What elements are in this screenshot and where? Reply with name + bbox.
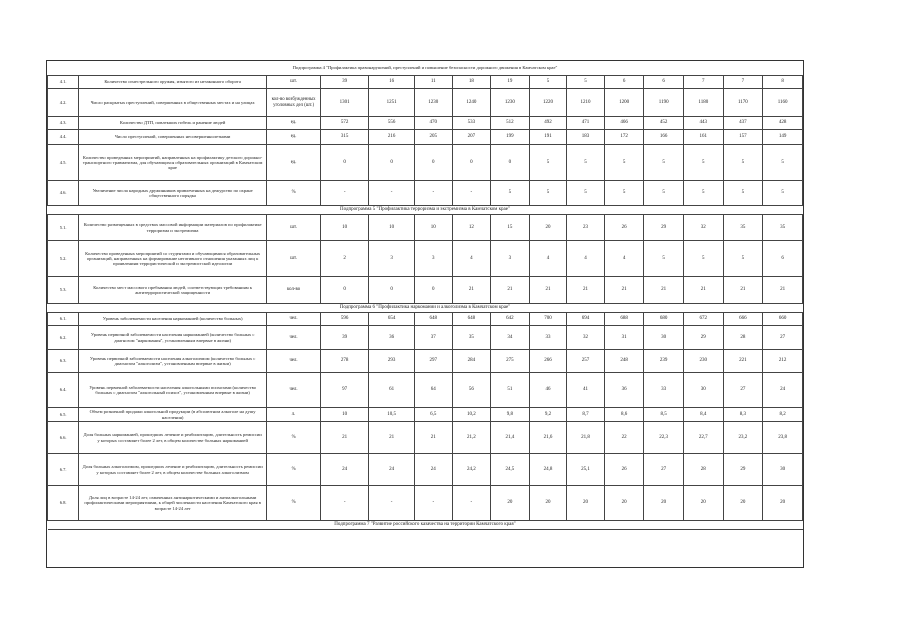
table-row [48,350,803,373]
indicator-value: - [321,486,369,521]
indicator-value: 9,2 [529,408,567,422]
indicator-value: - [415,181,453,206]
indicator-value: 694 [567,313,605,326]
indicator-value: 31 [604,326,644,350]
indicator-value: 5 [567,181,605,206]
indicator-value: 470 [415,117,453,130]
indicator-unit: чел. [266,350,320,373]
table-row [48,76,803,89]
indicator-value: 21,4 [491,422,530,454]
indicator-value: 41 [567,373,605,408]
indicator-value: 2 [321,241,369,277]
table-row [48,454,803,486]
indicator-value: 21,6 [529,422,567,454]
indicator-value: 20 [529,486,567,521]
indicator-name: Количество проведенных мероприятий со студентами и обучающимися образовательных организаций, направленных на формирование негативного отношения указанных лиц к проявлениям террористической и экстремистской идеологии [79,241,267,277]
indicator-value: 19 [491,76,530,89]
indicator-value: 37 [415,326,453,350]
indicator-index: 4.1. [48,76,79,89]
indicator-value: 3 [369,241,415,277]
indicator-unit: кол-во возбужденных уголовных дел (шт.) [266,89,320,117]
indicator-name: Число раскрытых преступлений, совершенных в общественных местах и на улицах [79,89,267,117]
indicator-value: 1200 [604,89,644,117]
indicator-value: 5 [723,181,763,206]
indicator-value: 275 [491,350,530,373]
indicator-value: 30 [763,454,803,486]
indicator-name: Уровень первичной заболеваемости населения алкоголизмом (количество больных с диагнозом "алкоголизм", установленным впервые в жизни) [79,350,267,373]
indicator-index: 6.5. [48,408,79,422]
indicator-value: 239 [644,350,684,373]
indicator-value: 20 [644,486,684,521]
indicator-value: 20 [491,486,530,521]
indicator-value: 556 [369,117,415,130]
indicator-value: 21 [321,422,369,454]
indicator-value: 5 [644,241,684,277]
indicator-value: 0 [491,145,530,181]
indicator-value: - [415,486,453,521]
indicator-value: 166 [644,130,684,145]
indicator-value: 20 [763,486,803,521]
indicator-index: 6.8. [48,486,79,521]
indicator-value: 648 [415,313,453,326]
indicator-value: 21,8 [567,422,605,454]
indicator-value: 29 [723,454,763,486]
indicator-value: 5 [529,145,567,181]
indicator-value: 0 [321,277,369,304]
indicator-value: 572 [321,117,369,130]
indicator-value: 26 [604,454,644,486]
table-row [48,215,803,241]
indicator-value: 3 [415,241,453,277]
indicator-value: 10 [415,215,453,241]
table-row [48,181,803,206]
table-row [48,313,803,326]
indicator-value: 5 [644,181,684,206]
indicator-index: 4.6. [48,181,79,206]
indicator-name: Количество проведенных мероприятий, направленных на профилактику детского дорожно-транспортного травматизма, для обучающихся образовательных организаций в Камчатском крае [79,145,267,181]
indicator-name: Уровень первичной заболеваемости населения алкогольными психозами (количество больных с диагнозом "алкогольный психоз", установленным впервые в жизни) [79,373,267,408]
indicator-value: 32 [567,326,605,350]
indicator-value: 27 [763,326,803,350]
indicator-value: 1170 [723,89,763,117]
table-row [48,241,803,277]
indicator-value: 8,7 [567,408,605,422]
indicator-value: 22 [604,422,644,454]
indicator-unit: ед. [266,145,320,181]
indicator-value: 15 [491,215,530,241]
indicator-index: 6.1. [48,313,79,326]
indicator-value: 10 [321,215,369,241]
indicator-value: 21 [723,277,763,304]
indicator-value: 24 [763,373,803,408]
indicator-value: 4 [567,241,605,277]
table-row [48,408,803,422]
indicator-value: 0 [369,277,415,304]
indicator-value: 230 [683,350,723,373]
indicator-unit: чел. [266,373,320,408]
table-row [48,422,803,454]
indicator-value: 466 [604,117,644,130]
indicator-value: 212 [763,350,803,373]
indicator-value: 21 [567,277,605,304]
indicator-unit: % [266,422,320,454]
indicator-value: 24 [321,454,369,486]
indicator-value: 5 [529,76,567,89]
table-row [48,373,803,408]
indicator-value: 0 [321,145,369,181]
indicator-name: Объем розничной продажи алкогольной продукции (в абсолютном алкоголе на душу населения) [79,408,267,422]
indicator-value: 205 [415,130,453,145]
indicator-value: 21 [415,422,453,454]
indicator-value: 437 [723,117,763,130]
indicator-value: - [321,181,369,206]
indicator-value: 24 [369,454,415,486]
indicator-value: 1230 [491,89,530,117]
indicator-value: 5 [491,181,530,206]
indicator-value: 8,5 [644,408,684,422]
indicator-value: 452 [644,117,684,130]
indicator-value: 1160 [763,89,803,117]
indicator-value: 33 [529,326,567,350]
table-row [48,486,803,521]
indicator-value: 221 [723,350,763,373]
indicator-value: 1190 [644,89,684,117]
indicator-name: Количество огнестрельного оружия, изъятого из незаконного оборота [79,76,267,89]
indicator-value: 8,4 [683,408,723,422]
indicator-value: 20 [723,486,763,521]
indicator-value: 6 [604,76,644,89]
indicator-value: 3 [491,241,530,277]
indicator-value: 9,8 [491,408,530,422]
indicator-name: Уровень первичной заболеваемости населения наркоманией (количество больных с диагнозом "наркомания", установленным впервые в жизни) [79,326,267,350]
indicator-value: 492 [529,117,567,130]
indicator-value: 0 [452,145,491,181]
indicator-value: 5 [529,181,567,206]
indicator-value: 266 [529,350,567,373]
indicator-unit: шт. [266,215,320,241]
indicator-value: 471 [567,117,605,130]
indicator-value: 666 [723,313,763,326]
indicator-value: 1180 [683,89,723,117]
indicator-value: 183 [567,130,605,145]
indicator-value: 660 [763,313,803,326]
indicator-value: 654 [369,313,415,326]
indicator-value: 46 [529,373,567,408]
indicator-value: 1220 [529,89,567,117]
indicator-value: 36 [369,326,415,350]
indicator-value: 533 [452,117,491,130]
indicator-value: 21 [644,277,684,304]
indicator-value: 21 [529,277,567,304]
indicator-value: 157 [723,130,763,145]
indicator-index: 5.3. [48,277,79,304]
indicator-name: Увеличение числа народных дружинников привлеченных на дежурство по охране общественного порядка [79,181,267,206]
indicator-value: 24,5 [491,454,530,486]
indicator-value: 24 [415,454,453,486]
indicator-value: 23,2 [723,422,763,454]
indicator-unit: кол-во [266,277,320,304]
indicator-value: 21 [683,277,723,304]
indicator-index: 4.4. [48,130,79,145]
indicator-value: 284 [452,350,491,373]
indicator-value: 207 [452,130,491,145]
indicator-value: 21 [763,277,803,304]
indicator-value: 25,1 [567,454,605,486]
indicator-value: 23 [567,215,605,241]
indicator-unit: % [266,454,320,486]
indicator-value: 35 [763,215,803,241]
indicator-unit: л. [266,408,320,422]
indicator-value: 21 [604,277,644,304]
indicator-value: 10,5 [369,408,415,422]
table-row [48,277,803,304]
indicator-value: 5 [644,145,684,181]
subprogram-title: Подпрограмма 4 "Профилактика правонарушений, преступлений и повышение безопасности дорожного движения в Камчатском крае" [48,61,803,76]
indicator-value: 11 [415,76,453,89]
document-sheet [46,60,804,568]
indicator-value: 648 [452,313,491,326]
indicator-value: 64 [415,373,453,408]
indicator-value: 7 [723,76,763,89]
indicator-index: 4.2. [48,89,79,117]
indicator-value: 8 [763,76,803,89]
indicator-value: 8,6 [604,408,644,422]
indicator-value: 16 [369,76,415,89]
indicator-unit: % [266,486,320,521]
indicator-value: 21 [452,277,491,304]
indicator-value: 4 [529,241,567,277]
table-row [48,117,803,130]
table-row [48,145,803,181]
indicator-value: 34 [491,326,530,350]
indicator-value: 6 [763,241,803,277]
indicator-value: 33 [644,373,684,408]
indicator-value: 5 [604,145,644,181]
indicator-value: 97 [321,373,369,408]
indicator-value: 5 [567,145,605,181]
indicator-value: 6 [644,76,684,89]
indicator-unit: % [266,181,320,206]
indicator-name: Количество размещенных в средствах массовой информации материалов по профилактике терроризма и экстремизма [79,215,267,241]
indicator-value: 596 [321,313,369,326]
indicator-value: - [369,181,415,206]
indicator-value: 39 [321,76,369,89]
indicator-name: Количество мест массового пребывания людей, соответствующих требованиям к антитеррористической защищенности [79,277,267,304]
indicator-unit: шт. [266,76,320,89]
indicator-value: 20 [567,486,605,521]
indicator-unit: ед. [266,117,320,130]
indicator-value: 5 [763,145,803,181]
indicator-value: 28 [683,454,723,486]
indicator-value: 1210 [567,89,605,117]
subprogram-title: Подпрограмма 6 "Профилактика наркомании и алкоголизма в Камчатском крае" [48,304,803,313]
indicator-value: 443 [683,117,723,130]
indicator-value: 10 [369,215,415,241]
indicator-name: Доля больных алкоголизмом, прошедших лечение и реабилитацию, длительность ремиссии у которых составляет более 2 лет, в общем количестве больных алкоголизмом [79,454,267,486]
indicator-value: 20 [529,215,567,241]
indicator-value: 0 [415,145,453,181]
indicator-value: 5 [723,145,763,181]
indicator-value: 688 [604,313,644,326]
indicator-value: 26 [604,215,644,241]
indicator-value: 191 [529,130,567,145]
indicator-value: 5 [723,241,763,277]
indicator-value: 512 [491,117,530,130]
indicator-value: 20 [683,486,723,521]
indicator-value: 297 [415,350,453,373]
indicator-name: Уровень заболеваемости населения наркоманией (количество больных) [79,313,267,326]
indicator-index: 4.3. [48,117,79,130]
indicator-value: 18 [452,76,491,89]
indicator-value: 161 [683,130,723,145]
indicator-index: 6.4. [48,373,79,408]
indicator-value: 642 [491,313,530,326]
indicator-value: 28 [723,326,763,350]
indicator-name: Число преступлений, совершенных несовершеннолетними [79,130,267,145]
indicator-value: 24,2 [452,454,491,486]
indicator-value: 61 [369,373,415,408]
indicator-value: 257 [567,350,605,373]
indicator-value: 27 [644,454,684,486]
indicator-value: 672 [683,313,723,326]
indicator-value: 1251 [369,89,415,117]
indicator-value: 5 [604,181,644,206]
indicator-name: Доля больных наркоманией, прошедших лечение и реабилитацию, длительность ремиссии у которых составляет более 2 лет, в общем количестве больных наркоманией [79,422,267,454]
indicator-index: 5.1. [48,215,79,241]
indicator-value: 21 [369,422,415,454]
indicator-value: 35 [452,326,491,350]
indicator-value: 248 [604,350,644,373]
indicator-name: Количество ДТП, повлекших гибель и ранение людей [79,117,267,130]
indicator-unit: чел. [266,313,320,326]
indicator-value: 0 [369,145,415,181]
indicator-value: 6,5 [415,408,453,422]
indicator-value: 29 [683,326,723,350]
indicator-value: 35 [723,215,763,241]
indicator-value: 5 [683,181,723,206]
indicator-value: 216 [369,130,415,145]
indicator-value: 10,2 [452,408,491,422]
indicator-value: 56 [452,373,491,408]
indicator-value: 20 [604,486,644,521]
indicator-value: 0 [415,277,453,304]
indicator-value: 700 [529,313,567,326]
table-row [48,130,803,145]
indicator-value: 30 [683,373,723,408]
indicator-value: 1230 [415,89,453,117]
indicator-value: 4 [604,241,644,277]
indicator-value: 21 [491,277,530,304]
indicator-value: 278 [321,350,369,373]
indicator-unit: ед. [266,130,320,145]
indicator-value: 36 [604,373,644,408]
indicator-value: 149 [763,130,803,145]
table-row [48,89,803,117]
indicators-table [47,61,803,530]
indicator-value: 7 [683,76,723,89]
indicator-value: 5 [683,145,723,181]
indicator-value: 32 [683,215,723,241]
indicator-value: - [452,486,491,521]
indicator-value: 12 [452,215,491,241]
indicator-value: 293 [369,350,415,373]
subprogram-title: Подпрограмма 5 "Профилактика терроризма и экстремизма в Камчатском крае" [48,206,803,215]
indicator-value: - [369,486,415,521]
indicator-value: 30 [644,326,684,350]
indicator-value: 10 [321,408,369,422]
indicator-value: 172 [604,130,644,145]
indicator-value: 8,2 [763,408,803,422]
indicator-index: 4.5. [48,145,79,181]
indicator-value: 4 [452,241,491,277]
indicator-value: 1301 [321,89,369,117]
indicator-value: 39 [321,326,369,350]
subprogram-title: Подпрограмма 7 "Развитие российского казачества на территории Камчатского края" [48,521,803,530]
indicator-value: 29 [644,215,684,241]
indicator-index: 6.2. [48,326,79,350]
table-row [48,326,803,350]
indicator-value: 315 [321,130,369,145]
indicator-value: 21,2 [452,422,491,454]
indicator-value: 22,7 [683,422,723,454]
indicator-index: 6.7. [48,454,79,486]
indicator-value: 22,3 [644,422,684,454]
indicator-value: 1240 [452,89,491,117]
indicator-value: 428 [763,117,803,130]
indicator-value: 8,3 [723,408,763,422]
indicator-index: 6.3. [48,350,79,373]
indicator-value: 199 [491,130,530,145]
indicator-index: 5.2. [48,241,79,277]
indicator-value: 680 [644,313,684,326]
indicator-value: 27 [723,373,763,408]
indicator-unit: шт. [266,241,320,277]
indicator-value: 5 [683,241,723,277]
indicator-value: 5 [567,76,605,89]
indicator-value: 51 [491,373,530,408]
indicator-value: 23,8 [763,422,803,454]
indicator-value: 5 [763,181,803,206]
indicator-name: Доля лиц в возрасте 14-24 лет, охваченных антинаркотическими и антиалкогольными профилактическими мероприятиями, к общей численности населения Камчатского края в возрасте 14-24 лет [79,486,267,521]
indicator-unit: чел. [266,326,320,350]
indicator-value: - [452,181,491,206]
indicator-index: 6.6. [48,422,79,454]
indicator-value: 24,8 [529,454,567,486]
